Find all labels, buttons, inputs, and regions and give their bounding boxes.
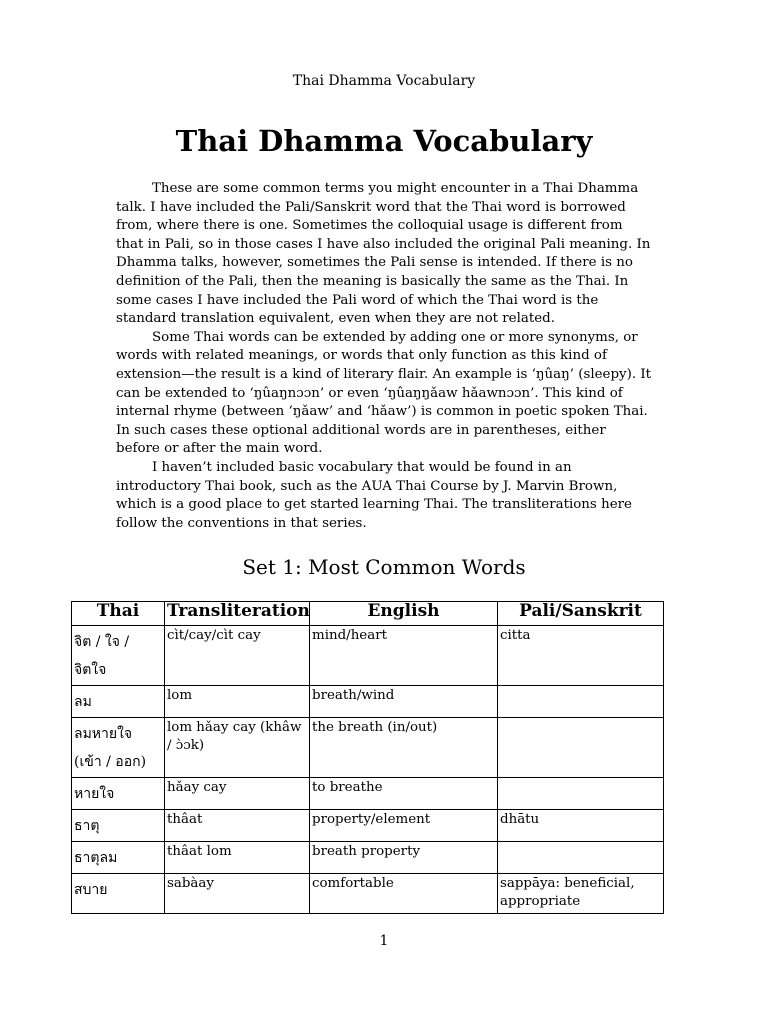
header-english: English xyxy=(310,602,498,626)
paragraph-2: Some Thai words can be extended by adding one or more synonyms, or words with related meanings, or words that only function as this kind of extension—the result is a kind of literary flair. An example is ‘ŋûaŋ’ (sleepy). It can be extended to ‘ŋûaŋnɔɔn’ or even ‘ŋûaŋŋǎaw hǎawnɔɔn’. This kind of internal rhyme (between ‘ŋǎaw’ and ‘hǎaw’) is common in poetic spoken Thai. In such cases these optional additional words are in parentheses, either before or after the main word. xyxy=(116,329,652,457)
table-row xyxy=(72,842,664,874)
cell-thai: ลม xyxy=(72,686,165,718)
table-row xyxy=(72,626,664,686)
cell-english: to breathe xyxy=(310,778,498,810)
header-thai: Thai xyxy=(72,602,165,626)
cell-thai: ลมหายใจ (เข้า / ออก) xyxy=(72,718,165,778)
page-number: 1 xyxy=(379,933,389,949)
cell-thai: ธาตุ xyxy=(72,810,165,842)
cell-transliteration: thâat xyxy=(165,810,310,842)
cell-transliteration: lom hǎay cay (khâw / ɔ̀ɔk) xyxy=(165,718,310,778)
cell-pali: dhātu xyxy=(498,810,664,842)
table-row xyxy=(72,686,664,718)
section-heading: Set 1: Most Common Words xyxy=(242,555,526,579)
cell-thai: ธาตุลม xyxy=(72,842,165,874)
running-header: Thai Dhamma Vocabulary xyxy=(292,73,476,89)
header-pali-sanskrit: Pali/Sanskrit xyxy=(498,602,664,626)
document-title: Thai Dhamma Vocabulary xyxy=(175,124,593,158)
cell-transliteration: lom xyxy=(165,686,310,718)
paragraph-3: I haven’t included basic vocabulary that would be found in an introductory Thai book, such as the AUA Thai Course by J. Marvin Brown, which is a good place to get started learning Thai. The transliterations here follow the conventions in that series. xyxy=(116,459,632,531)
cell-english: property/element xyxy=(310,810,498,842)
cell-thai: จิต / ใจ / จิตใจ xyxy=(72,626,165,686)
cell-transliteration: cìt/cay/cìt cay xyxy=(165,626,310,686)
cell-pali: citta xyxy=(498,626,664,686)
cell-transliteration: sabàay xyxy=(165,874,310,914)
table-row xyxy=(72,718,664,778)
cell-transliteration: hǎay cay xyxy=(165,778,310,810)
cell-english: breath property xyxy=(310,842,498,874)
table-header-row xyxy=(72,602,664,626)
cell-pali xyxy=(498,686,664,718)
cell-thai: สบาย xyxy=(72,874,165,914)
table-row xyxy=(72,810,664,842)
cell-english: mind/heart xyxy=(310,626,498,686)
header-transliteration: Transliteration xyxy=(165,602,310,626)
cell-transliteration: thâat lom xyxy=(165,842,310,874)
cell-english: comfortable xyxy=(310,874,498,914)
cell-pali: sappāya: beneficial, appropriate xyxy=(498,874,664,914)
cell-pali xyxy=(498,778,664,810)
cell-thai: หายใจ xyxy=(72,778,165,810)
cell-pali xyxy=(498,842,664,874)
table-row xyxy=(72,874,664,914)
table-row xyxy=(72,778,664,810)
paragraph-1: These are some common terms you might encounter in a Thai Dhamma talk. I have included the Pali/Sanskrit word that the Thai word is borrowed from, where there is one. Sometimes the colloquial usage is different from that in Pali, so in those cases I have also included the original Pali meaning. In Dhamma talks, however, sometimes the Pali sense is intended. If there is no definition of the Pali, then the meaning is basically the same as the Thai. In some cases I have included the Pali word of which the Thai word is the standard translation equivalent, even when they are not related. xyxy=(116,181,651,327)
cell-pali xyxy=(498,718,664,778)
body-text xyxy=(116,180,652,533)
vocabulary-table xyxy=(71,601,664,914)
cell-english: breath/wind xyxy=(310,686,498,718)
cell-english: the breath (in/out) xyxy=(310,718,498,778)
